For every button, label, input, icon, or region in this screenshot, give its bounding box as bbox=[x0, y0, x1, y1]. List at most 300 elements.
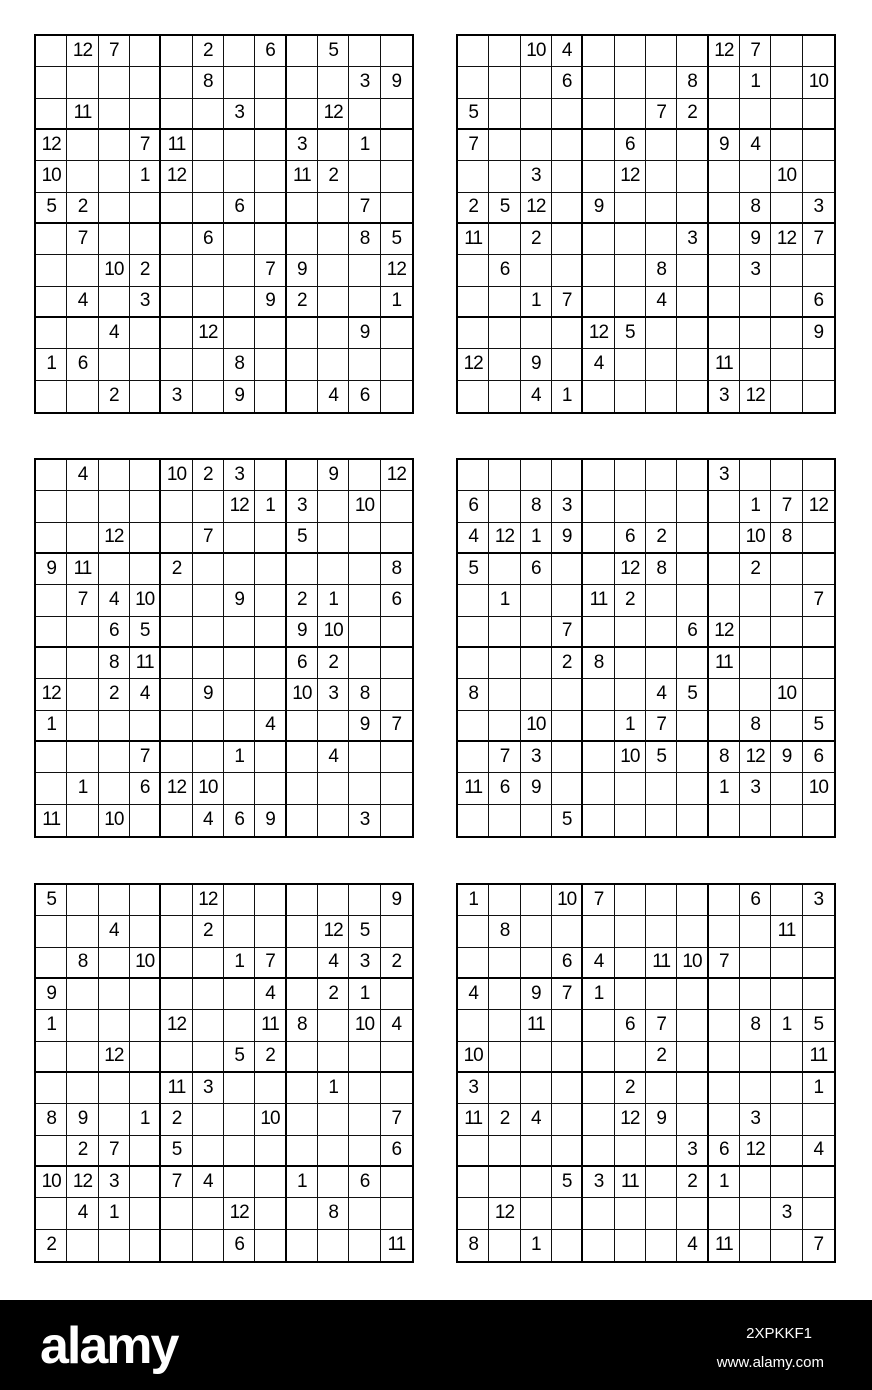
sudoku-cell[interactable] bbox=[99, 224, 130, 255]
sudoku-cell[interactable] bbox=[67, 255, 98, 286]
sudoku-cell[interactable]: 12 bbox=[161, 161, 192, 192]
sudoku-cell[interactable] bbox=[130, 67, 161, 98]
sudoku-cell[interactable] bbox=[615, 1042, 646, 1073]
sudoku-cell[interactable]: 1 bbox=[130, 1104, 161, 1135]
sudoku-cell[interactable]: 8 bbox=[740, 1010, 771, 1041]
sudoku-cell[interactable]: 7 bbox=[349, 193, 380, 224]
sudoku-cell[interactable]: 11 bbox=[771, 916, 802, 947]
sudoku-cell[interactable]: 10 bbox=[130, 948, 161, 979]
sudoku-cell[interactable] bbox=[458, 1136, 489, 1167]
sudoku-cell[interactable] bbox=[381, 1167, 412, 1198]
sudoku-cell[interactable] bbox=[99, 711, 130, 742]
sudoku-cell[interactable] bbox=[349, 1042, 380, 1073]
sudoku-cell[interactable] bbox=[99, 948, 130, 979]
sudoku-cell[interactable]: 4 bbox=[740, 130, 771, 161]
sudoku-cell[interactable]: 7 bbox=[552, 287, 583, 318]
sudoku-cell[interactable] bbox=[36, 648, 67, 679]
sudoku-cell[interactable] bbox=[287, 1230, 318, 1261]
sudoku-cell[interactable] bbox=[583, 255, 614, 286]
sudoku-cell[interactable] bbox=[36, 1198, 67, 1229]
sudoku-cell[interactable] bbox=[99, 491, 130, 522]
sudoku-cell[interactable] bbox=[193, 193, 224, 224]
sudoku-cell[interactable]: 2 bbox=[255, 1042, 286, 1073]
sudoku-cell[interactable] bbox=[349, 523, 380, 554]
sudoku-cell[interactable] bbox=[161, 224, 192, 255]
sudoku-cell[interactable] bbox=[489, 1136, 520, 1167]
sudoku-cell[interactable] bbox=[381, 130, 412, 161]
sudoku-cell[interactable] bbox=[583, 773, 614, 804]
sudoku-cell[interactable] bbox=[677, 255, 708, 286]
sudoku-cell[interactable] bbox=[161, 523, 192, 554]
sudoku-cell[interactable] bbox=[161, 1230, 192, 1261]
sudoku-cell[interactable]: 2 bbox=[99, 679, 130, 710]
sudoku-cell[interactable]: 2 bbox=[99, 381, 130, 412]
sudoku-cell[interactable]: 12 bbox=[193, 318, 224, 349]
sudoku-cell[interactable] bbox=[615, 773, 646, 804]
sudoku-cell[interactable]: 10 bbox=[615, 742, 646, 773]
sudoku-cell[interactable] bbox=[552, 130, 583, 161]
sudoku-cell[interactable]: 4 bbox=[67, 1198, 98, 1229]
sudoku-cell[interactable] bbox=[489, 1042, 520, 1073]
sudoku-cell[interactable] bbox=[36, 1073, 67, 1104]
sudoku-cell[interactable] bbox=[458, 1167, 489, 1198]
sudoku-cell[interactable]: 6 bbox=[381, 585, 412, 616]
sudoku-cell[interactable] bbox=[709, 99, 740, 130]
sudoku-cell[interactable] bbox=[677, 979, 708, 1010]
sudoku-cell[interactable]: 1 bbox=[740, 491, 771, 522]
sudoku-cell[interactable]: 10 bbox=[771, 679, 802, 710]
sudoku-cell[interactable]: 12 bbox=[740, 381, 771, 412]
sudoku-cell[interactable]: 12 bbox=[740, 1136, 771, 1167]
sudoku-cell[interactable] bbox=[349, 255, 380, 286]
sudoku-cell[interactable]: 6 bbox=[99, 617, 130, 648]
sudoku-cell[interactable]: 12 bbox=[36, 130, 67, 161]
sudoku-cell[interactable] bbox=[803, 1104, 834, 1135]
sudoku-cell[interactable] bbox=[161, 679, 192, 710]
sudoku-cell[interactable] bbox=[458, 805, 489, 836]
sudoku-cell[interactable] bbox=[381, 805, 412, 836]
sudoku-cell[interactable]: 5 bbox=[646, 742, 677, 773]
sudoku-cell[interactable]: 10 bbox=[521, 711, 552, 742]
sudoku-cell[interactable] bbox=[709, 67, 740, 98]
sudoku-cell[interactable] bbox=[318, 805, 349, 836]
sudoku-cell[interactable]: 2 bbox=[740, 554, 771, 585]
sudoku-cell[interactable]: 8 bbox=[709, 742, 740, 773]
sudoku-cell[interactable]: 7 bbox=[771, 491, 802, 522]
sudoku-cell[interactable] bbox=[161, 349, 192, 380]
sudoku-cell[interactable] bbox=[521, 617, 552, 648]
sudoku-cell[interactable] bbox=[521, 1198, 552, 1229]
sudoku-cell[interactable] bbox=[583, 805, 614, 836]
sudoku-cell[interactable] bbox=[458, 287, 489, 318]
sudoku-cell[interactable] bbox=[803, 979, 834, 1010]
sudoku-cell[interactable] bbox=[489, 318, 520, 349]
sudoku-cell[interactable]: 10 bbox=[521, 36, 552, 67]
sudoku-cell[interactable] bbox=[318, 193, 349, 224]
sudoku-cell[interactable] bbox=[677, 1042, 708, 1073]
sudoku-cell[interactable]: 10 bbox=[458, 1042, 489, 1073]
sudoku-cell[interactable] bbox=[255, 67, 286, 98]
sudoku-cell[interactable] bbox=[130, 1167, 161, 1198]
sudoku-cell[interactable] bbox=[287, 979, 318, 1010]
sudoku-cell[interactable]: 7 bbox=[740, 36, 771, 67]
sudoku-cell[interactable]: 6 bbox=[709, 1136, 740, 1167]
sudoku-cell[interactable] bbox=[709, 161, 740, 192]
sudoku-cell[interactable] bbox=[381, 99, 412, 130]
sudoku-cell[interactable]: 3 bbox=[709, 381, 740, 412]
sudoku-cell[interactable]: 7 bbox=[99, 36, 130, 67]
sudoku-cell[interactable] bbox=[740, 1230, 771, 1261]
sudoku-cell[interactable]: 1 bbox=[224, 742, 255, 773]
sudoku-cell[interactable] bbox=[67, 491, 98, 522]
sudoku-cell[interactable]: 5 bbox=[318, 36, 349, 67]
sudoku-cell[interactable] bbox=[255, 617, 286, 648]
sudoku-cell[interactable]: 1 bbox=[521, 523, 552, 554]
sudoku-cell[interactable] bbox=[771, 130, 802, 161]
sudoku-cell[interactable]: 10 bbox=[803, 67, 834, 98]
sudoku-cell[interactable] bbox=[349, 648, 380, 679]
sudoku-cell[interactable] bbox=[130, 1010, 161, 1041]
sudoku-cell[interactable] bbox=[458, 916, 489, 947]
sudoku-cell[interactable]: 9 bbox=[318, 460, 349, 491]
sudoku-cell[interactable]: 1 bbox=[255, 491, 286, 522]
sudoku-cell[interactable] bbox=[381, 161, 412, 192]
sudoku-cell[interactable]: 8 bbox=[583, 648, 614, 679]
sudoku-cell[interactable] bbox=[349, 1104, 380, 1135]
sudoku-cell[interactable] bbox=[677, 585, 708, 616]
sudoku-cell[interactable]: 6 bbox=[615, 523, 646, 554]
sudoku-cell[interactable] bbox=[349, 1230, 380, 1261]
sudoku-cell[interactable] bbox=[255, 318, 286, 349]
sudoku-cell[interactable] bbox=[99, 460, 130, 491]
sudoku-cell[interactable] bbox=[381, 648, 412, 679]
sudoku-cell[interactable] bbox=[381, 193, 412, 224]
sudoku-cell[interactable]: 3 bbox=[458, 1073, 489, 1104]
sudoku-cell[interactable] bbox=[224, 679, 255, 710]
sudoku-cell[interactable] bbox=[709, 585, 740, 616]
sudoku-cell[interactable]: 1 bbox=[349, 130, 380, 161]
sudoku-cell[interactable]: 6 bbox=[349, 381, 380, 412]
sudoku-cell[interactable] bbox=[349, 349, 380, 380]
sudoku-cell[interactable] bbox=[771, 349, 802, 380]
sudoku-cell[interactable] bbox=[552, 742, 583, 773]
sudoku-cell[interactable] bbox=[193, 1104, 224, 1135]
sudoku-cell[interactable] bbox=[583, 287, 614, 318]
sudoku-cell[interactable]: 7 bbox=[255, 255, 286, 286]
sudoku-cell[interactable]: 10 bbox=[740, 523, 771, 554]
sudoku-cell[interactable] bbox=[646, 773, 677, 804]
sudoku-cell[interactable] bbox=[130, 916, 161, 947]
sudoku-cell[interactable] bbox=[349, 773, 380, 804]
sudoku-cell[interactable] bbox=[615, 1230, 646, 1261]
sudoku-cell[interactable] bbox=[287, 99, 318, 130]
sudoku-cell[interactable]: 4 bbox=[193, 805, 224, 836]
sudoku-cell[interactable] bbox=[615, 916, 646, 947]
sudoku-cell[interactable]: 4 bbox=[458, 523, 489, 554]
sudoku-cell[interactable] bbox=[381, 1042, 412, 1073]
sudoku-cell[interactable] bbox=[193, 255, 224, 286]
sudoku-cell[interactable] bbox=[318, 318, 349, 349]
sudoku-cell[interactable]: 12 bbox=[99, 1042, 130, 1073]
sudoku-cell[interactable] bbox=[349, 742, 380, 773]
sudoku-cell[interactable] bbox=[489, 491, 520, 522]
sudoku-cell[interactable] bbox=[255, 193, 286, 224]
sudoku-cell[interactable]: 3 bbox=[521, 161, 552, 192]
sudoku-cell[interactable]: 1 bbox=[521, 287, 552, 318]
sudoku-cell[interactable] bbox=[615, 193, 646, 224]
sudoku-cell[interactable]: 3 bbox=[552, 491, 583, 522]
sudoku-cell[interactable] bbox=[646, 916, 677, 947]
sudoku-cell[interactable] bbox=[709, 711, 740, 742]
sudoku-cell[interactable]: 1 bbox=[318, 1073, 349, 1104]
sudoku-cell[interactable]: 1 bbox=[709, 773, 740, 804]
sudoku-cell[interactable] bbox=[552, 1198, 583, 1229]
sudoku-cell[interactable] bbox=[552, 224, 583, 255]
sudoku-cell[interactable] bbox=[521, 885, 552, 916]
sudoku-cell[interactable]: 3 bbox=[130, 287, 161, 318]
sudoku-cell[interactable]: 9 bbox=[36, 979, 67, 1010]
sudoku-cell[interactable] bbox=[349, 617, 380, 648]
sudoku-cell[interactable] bbox=[583, 224, 614, 255]
sudoku-cell[interactable] bbox=[161, 1042, 192, 1073]
sudoku-cell[interactable] bbox=[771, 948, 802, 979]
sudoku-cell[interactable]: 9 bbox=[349, 711, 380, 742]
sudoku-cell[interactable] bbox=[36, 224, 67, 255]
sudoku-cell[interactable]: 10 bbox=[255, 1104, 286, 1135]
sudoku-cell[interactable] bbox=[521, 1073, 552, 1104]
sudoku-cell[interactable] bbox=[489, 885, 520, 916]
sudoku-cell[interactable] bbox=[381, 617, 412, 648]
sudoku-cell[interactable] bbox=[803, 255, 834, 286]
sudoku-cell[interactable] bbox=[771, 1230, 802, 1261]
sudoku-cell[interactable] bbox=[552, 1010, 583, 1041]
sudoku-cell[interactable]: 1 bbox=[709, 1167, 740, 1198]
sudoku-cell[interactable] bbox=[193, 554, 224, 585]
sudoku-cell[interactable] bbox=[677, 711, 708, 742]
sudoku-cell[interactable] bbox=[67, 1230, 98, 1261]
sudoku-cell[interactable] bbox=[67, 318, 98, 349]
sudoku-cell[interactable] bbox=[381, 773, 412, 804]
sudoku-cell[interactable] bbox=[161, 193, 192, 224]
sudoku-cell[interactable] bbox=[458, 585, 489, 616]
sudoku-cell[interactable]: 1 bbox=[771, 1010, 802, 1041]
sudoku-cell[interactable] bbox=[224, 1010, 255, 1041]
sudoku-cell[interactable]: 7 bbox=[646, 711, 677, 742]
sudoku-cell[interactable]: 4 bbox=[521, 381, 552, 412]
sudoku-cell[interactable] bbox=[381, 916, 412, 947]
sudoku-cell[interactable] bbox=[709, 1010, 740, 1041]
sudoku-cell[interactable]: 2 bbox=[36, 1230, 67, 1261]
sudoku-cell[interactable] bbox=[677, 1073, 708, 1104]
sudoku-cell[interactable]: 7 bbox=[99, 1136, 130, 1167]
sudoku-cell[interactable] bbox=[552, 1136, 583, 1167]
sudoku-cell[interactable] bbox=[161, 36, 192, 67]
sudoku-cell[interactable] bbox=[130, 1230, 161, 1261]
sudoku-cell[interactable]: 9 bbox=[349, 318, 380, 349]
sudoku-cell[interactable] bbox=[646, 161, 677, 192]
sudoku-cell[interactable] bbox=[99, 99, 130, 130]
sudoku-cell[interactable] bbox=[803, 1167, 834, 1198]
sudoku-cell[interactable]: 11 bbox=[36, 805, 67, 836]
sudoku-cell[interactable] bbox=[193, 1010, 224, 1041]
sudoku-cell[interactable] bbox=[552, 554, 583, 585]
sudoku-cell[interactable]: 1 bbox=[381, 287, 412, 318]
sudoku-cell[interactable] bbox=[381, 1198, 412, 1229]
sudoku-cell[interactable] bbox=[583, 1010, 614, 1041]
sudoku-cell[interactable] bbox=[677, 648, 708, 679]
sudoku-cell[interactable] bbox=[552, 585, 583, 616]
sudoku-cell[interactable]: 12 bbox=[803, 491, 834, 522]
sudoku-cell[interactable] bbox=[36, 1136, 67, 1167]
sudoku-cell[interactable] bbox=[224, 885, 255, 916]
sudoku-cell[interactable]: 3 bbox=[224, 460, 255, 491]
sudoku-cell[interactable] bbox=[521, 679, 552, 710]
sudoku-cell[interactable]: 10 bbox=[318, 617, 349, 648]
sudoku-cell[interactable] bbox=[771, 36, 802, 67]
sudoku-cell[interactable] bbox=[67, 885, 98, 916]
sudoku-cell[interactable] bbox=[646, 617, 677, 648]
sudoku-cell[interactable] bbox=[583, 460, 614, 491]
sudoku-cell[interactable]: 3 bbox=[740, 1104, 771, 1135]
sudoku-cell[interactable] bbox=[583, 36, 614, 67]
sudoku-cell[interactable]: 12 bbox=[458, 349, 489, 380]
sudoku-cell[interactable] bbox=[193, 1042, 224, 1073]
sudoku-cell[interactable]: 6 bbox=[255, 36, 286, 67]
sudoku-cell[interactable] bbox=[489, 711, 520, 742]
sudoku-cell[interactable] bbox=[646, 67, 677, 98]
sudoku-cell[interactable]: 12 bbox=[771, 224, 802, 255]
sudoku-cell[interactable] bbox=[677, 885, 708, 916]
sudoku-cell[interactable] bbox=[615, 99, 646, 130]
sudoku-cell[interactable] bbox=[287, 349, 318, 380]
sudoku-cell[interactable] bbox=[489, 948, 520, 979]
sudoku-cell[interactable] bbox=[287, 948, 318, 979]
sudoku-cell[interactable] bbox=[583, 1104, 614, 1135]
sudoku-cell[interactable] bbox=[287, 554, 318, 585]
sudoku-cell[interactable] bbox=[130, 554, 161, 585]
sudoku-cell[interactable]: 2 bbox=[615, 585, 646, 616]
sudoku-cell[interactable] bbox=[318, 224, 349, 255]
sudoku-cell[interactable]: 1 bbox=[803, 1073, 834, 1104]
sudoku-cell[interactable]: 3 bbox=[740, 255, 771, 286]
sudoku-cell[interactable] bbox=[709, 491, 740, 522]
sudoku-cell[interactable] bbox=[318, 287, 349, 318]
sudoku-cell[interactable]: 8 bbox=[349, 224, 380, 255]
sudoku-cell[interactable] bbox=[67, 523, 98, 554]
sudoku-cell[interactable] bbox=[677, 805, 708, 836]
sudoku-cell[interactable]: 9 bbox=[381, 885, 412, 916]
sudoku-cell[interactable] bbox=[99, 554, 130, 585]
sudoku-cell[interactable] bbox=[740, 585, 771, 616]
sudoku-cell[interactable]: 9 bbox=[771, 742, 802, 773]
sudoku-cell[interactable]: 2 bbox=[161, 554, 192, 585]
sudoku-cell[interactable]: 4 bbox=[552, 36, 583, 67]
sudoku-cell[interactable] bbox=[287, 1073, 318, 1104]
sudoku-cell[interactable] bbox=[224, 648, 255, 679]
sudoku-cell[interactable] bbox=[224, 1167, 255, 1198]
sudoku-cell[interactable]: 6 bbox=[740, 885, 771, 916]
sudoku-cell[interactable] bbox=[646, 1073, 677, 1104]
sudoku-cell[interactable] bbox=[67, 617, 98, 648]
sudoku-cell[interactable]: 11 bbox=[255, 1010, 286, 1041]
sudoku-cell[interactable] bbox=[771, 585, 802, 616]
sudoku-cell[interactable]: 10 bbox=[349, 491, 380, 522]
sudoku-cell[interactable] bbox=[161, 99, 192, 130]
sudoku-cell[interactable]: 11 bbox=[130, 648, 161, 679]
sudoku-cell[interactable] bbox=[161, 711, 192, 742]
sudoku-cell[interactable]: 7 bbox=[67, 224, 98, 255]
sudoku-cell[interactable] bbox=[709, 1042, 740, 1073]
sudoku-cell[interactable] bbox=[458, 381, 489, 412]
sudoku-cell[interactable]: 9 bbox=[646, 1104, 677, 1135]
sudoku-cell[interactable] bbox=[130, 224, 161, 255]
sudoku-cell[interactable] bbox=[67, 1073, 98, 1104]
sudoku-cell[interactable] bbox=[36, 617, 67, 648]
sudoku-cell[interactable] bbox=[771, 1136, 802, 1167]
sudoku-cell[interactable] bbox=[318, 1230, 349, 1261]
sudoku-cell[interactable] bbox=[161, 885, 192, 916]
sudoku-cell[interactable]: 7 bbox=[803, 224, 834, 255]
sudoku-cell[interactable]: 11 bbox=[521, 1010, 552, 1041]
sudoku-cell[interactable] bbox=[458, 742, 489, 773]
sudoku-cell[interactable]: 10 bbox=[99, 805, 130, 836]
sudoku-cell[interactable] bbox=[709, 193, 740, 224]
sudoku-cell[interactable] bbox=[552, 460, 583, 491]
sudoku-cell[interactable]: 2 bbox=[552, 648, 583, 679]
sudoku-cell[interactable]: 8 bbox=[521, 491, 552, 522]
sudoku-cell[interactable] bbox=[255, 916, 286, 947]
sudoku-cell[interactable] bbox=[771, 554, 802, 585]
sudoku-cell[interactable]: 7 bbox=[255, 948, 286, 979]
sudoku-cell[interactable]: 9 bbox=[803, 318, 834, 349]
sudoku-cell[interactable] bbox=[193, 1198, 224, 1229]
sudoku-cell[interactable]: 2 bbox=[193, 36, 224, 67]
sudoku-cell[interactable] bbox=[36, 523, 67, 554]
sudoku-cell[interactable] bbox=[709, 979, 740, 1010]
sudoku-cell[interactable] bbox=[99, 193, 130, 224]
sudoku-cell[interactable] bbox=[615, 648, 646, 679]
sudoku-cell[interactable] bbox=[99, 885, 130, 916]
sudoku-cell[interactable] bbox=[646, 318, 677, 349]
sudoku-cell[interactable] bbox=[381, 349, 412, 380]
sudoku-cell[interactable]: 12 bbox=[161, 1010, 192, 1041]
sudoku-cell[interactable]: 11 bbox=[709, 648, 740, 679]
sudoku-cell[interactable] bbox=[224, 916, 255, 947]
sudoku-cell[interactable]: 12 bbox=[709, 617, 740, 648]
sudoku-cell[interactable] bbox=[709, 916, 740, 947]
sudoku-cell[interactable] bbox=[130, 36, 161, 67]
sudoku-cell[interactable] bbox=[255, 648, 286, 679]
sudoku-cell[interactable]: 6 bbox=[193, 224, 224, 255]
sudoku-cell[interactable]: 4 bbox=[803, 1136, 834, 1167]
sudoku-cell[interactable] bbox=[521, 948, 552, 979]
sudoku-cell[interactable]: 10 bbox=[552, 885, 583, 916]
sudoku-cell[interactable] bbox=[521, 99, 552, 130]
sudoku-cell[interactable] bbox=[224, 130, 255, 161]
sudoku-cell[interactable]: 9 bbox=[224, 381, 255, 412]
sudoku-cell[interactable] bbox=[287, 460, 318, 491]
sudoku-cell[interactable] bbox=[709, 1073, 740, 1104]
sudoku-cell[interactable] bbox=[193, 349, 224, 380]
sudoku-cell[interactable] bbox=[318, 255, 349, 286]
sudoku-cell[interactable] bbox=[318, 1042, 349, 1073]
sudoku-cell[interactable] bbox=[130, 460, 161, 491]
sudoku-cell[interactable]: 1 bbox=[318, 585, 349, 616]
sudoku-cell[interactable]: 8 bbox=[381, 554, 412, 585]
sudoku-cell[interactable] bbox=[67, 916, 98, 947]
sudoku-cell[interactable]: 2 bbox=[67, 1136, 98, 1167]
sudoku-cell[interactable]: 5 bbox=[803, 711, 834, 742]
